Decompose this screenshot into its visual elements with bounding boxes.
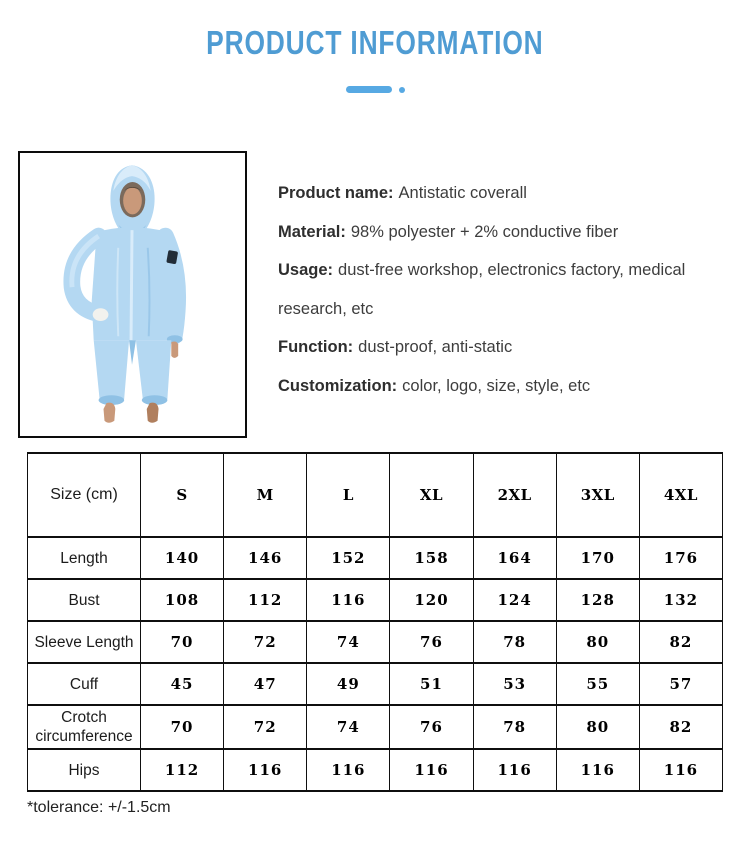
- size-table-row: [28, 621, 723, 663]
- size-value-cell: 128: [556, 579, 639, 621]
- divider-dot-icon: [399, 87, 405, 93]
- detail-value: color, logo, size, style, etc: [402, 376, 591, 395]
- size-value-cell: 176: [639, 537, 722, 579]
- size-table-row: [28, 579, 723, 621]
- size-value-cell: 116: [556, 749, 639, 791]
- size-value-cell: 55: [556, 663, 639, 705]
- size-value-cell: 53: [473, 663, 556, 705]
- size-value-cell: 108: [141, 579, 224, 621]
- size-value-cell: 49: [307, 663, 390, 705]
- page-title-text: PRODUCT INFORMATION: [206, 24, 544, 61]
- detail-label: Product name:: [278, 184, 394, 202]
- size-row-label: Cuff: [28, 663, 141, 705]
- size-row-label: Crotch circumference: [28, 705, 141, 749]
- size-table-row: [28, 705, 723, 749]
- product-photo: [18, 151, 247, 438]
- size-value-cell: 74: [307, 621, 390, 663]
- size-value-cell: 74: [307, 705, 390, 749]
- size-value-cell: 47: [224, 663, 307, 705]
- size-value-cell: 78: [473, 705, 556, 749]
- size-value-cell: 45: [141, 663, 224, 705]
- detail-value: dust-proof, anti-static: [358, 338, 513, 357]
- size-value-cell: 70: [141, 705, 224, 749]
- size-value-cell: 116: [390, 749, 473, 791]
- size-value-cell: 80: [556, 705, 639, 749]
- size-row-label: Bust: [28, 579, 141, 621]
- size-value-cell: 82: [639, 621, 722, 663]
- size-column-header: XL: [390, 453, 473, 537]
- size-value-cell: 70: [141, 621, 224, 663]
- size-value-cell: 120: [390, 579, 473, 621]
- size-table-corner: Size (cm): [28, 453, 141, 537]
- size-column-header: 4XL: [639, 453, 722, 537]
- detail-label: Customization:: [278, 376, 398, 395]
- detail-line-usage: [278, 251, 746, 328]
- product-details: [278, 174, 746, 406]
- size-value-cell: 112: [141, 749, 224, 791]
- size-value-cell: 76: [390, 621, 473, 663]
- size-value-cell: 146: [224, 537, 307, 579]
- coverall-mannequin-image: [20, 153, 245, 436]
- size-value-cell: 51: [390, 663, 473, 705]
- size-value-cell: 116: [639, 749, 722, 791]
- size-value-cell: 164: [473, 537, 556, 579]
- size-value-cell: 116: [307, 579, 390, 621]
- title-divider: [0, 86, 750, 93]
- size-value-cell: 152: [307, 537, 390, 579]
- size-column-header: S: [141, 453, 224, 537]
- size-value-cell: 112: [224, 579, 307, 621]
- detail-line-function: [278, 328, 746, 367]
- size-column-header: 2XL: [473, 453, 556, 537]
- detail-value: 98% polyester + 2% conductive fiber: [350, 222, 619, 241]
- size-table-row: [28, 663, 723, 705]
- size-value-cell: 116: [307, 749, 390, 791]
- size-value-cell: 116: [473, 749, 556, 791]
- size-table-row: [28, 537, 723, 579]
- size-value-cell: 72: [224, 705, 307, 749]
- size-table: [27, 452, 723, 792]
- size-value-cell: 124: [473, 579, 556, 621]
- size-value-cell: 140: [141, 537, 224, 579]
- detail-label: Material:: [278, 222, 346, 241]
- size-value-cell: 80: [556, 621, 639, 663]
- size-row-label: Sleeve Length: [28, 621, 141, 663]
- size-table-head-row: [28, 453, 723, 537]
- size-table-row: [28, 749, 723, 791]
- size-value-cell: 82: [639, 705, 722, 749]
- detail-line-product-name: [278, 174, 746, 213]
- detail-line-material: [278, 213, 746, 252]
- divider-bar-icon: [346, 86, 392, 93]
- size-table-body: [28, 537, 723, 791]
- size-value-cell: 72: [224, 621, 307, 663]
- detail-line-customization: [278, 367, 746, 406]
- size-column-header: L: [307, 453, 390, 537]
- size-value-cell: 158: [390, 537, 473, 579]
- size-value-cell: 76: [390, 705, 473, 749]
- detail-value: dust-free workshop, electronics factory, medical research, etc: [278, 261, 686, 318]
- size-row-label: Hips: [28, 749, 141, 791]
- size-value-cell: 57: [639, 663, 722, 705]
- size-value-cell: 116: [224, 749, 307, 791]
- detail-value: Antistatic coverall: [398, 184, 527, 202]
- size-column-header: 3XL: [556, 453, 639, 537]
- size-row-label: Length: [28, 537, 141, 579]
- page-title: [0, 24, 750, 62]
- size-column-header: M: [224, 453, 307, 537]
- detail-label: Function:: [278, 338, 354, 357]
- size-value-cell: 132: [639, 579, 722, 621]
- tolerance-note: *tolerance: +/-1.5cm: [27, 799, 171, 816]
- size-value-cell: 170: [556, 537, 639, 579]
- detail-label: Usage:: [278, 261, 334, 280]
- size-value-cell: 78: [473, 621, 556, 663]
